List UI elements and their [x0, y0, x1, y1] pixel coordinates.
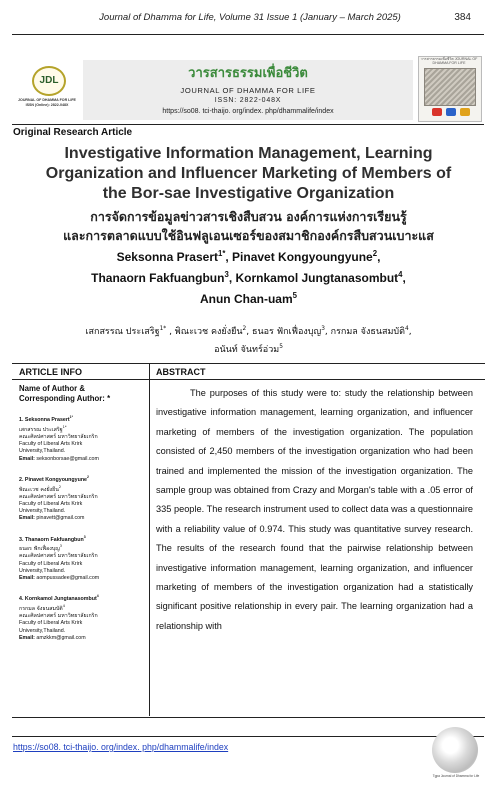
author-email[interactable]: seksonborsae@gmail.com — [36, 455, 99, 462]
jdl-logo: JDL — [32, 66, 66, 96]
corresponding-author-heading: Name of Author & Corresponding Author: * — [19, 384, 111, 403]
author-list-en: Seksonna Prasert$^{1*}$, Pinavet Kongyoungyune$^2$, Thanaorn Fakfuangbun$^3$, Kornkamol Jungtanasombut$^4$, Anun Chan-uam$^5$ — [91, 249, 406, 306]
abstract-heading-rule — [150, 379, 485, 380]
author-name: Pinavet Kongyoungyune — [232, 250, 373, 264]
abstract-heading: ABSTRACT — [156, 367, 206, 377]
index-badge-icon — [446, 108, 456, 116]
author-name: Anun Chan-uam — [199, 292, 293, 306]
author-info-block: 4. Kornkamol Jungtanasombut$^4$ กรกมล จังธนสมบัติ$^4$ คณะศิลปศาสตร์ มหาวิทยาลัยเกริก Faculty of Liberal Arts Krirk University,Thailand. Email: amzkkm@gmail.com — [19, 594, 99, 641]
banner-rule — [12, 124, 484, 125]
header-rule — [12, 34, 484, 35]
journal-url[interactable]: https://so08. tci-thaijo. org/index. php/dhammalife/index — [162, 108, 334, 115]
abstract-text: The purposes of this study were to: study the relationship between investigative information management, learning organization, and influencer marketing of members of the investigation organization. The population consisted of 2,450 members of the investigation organization who had been trained and implemented the mission of the investigation organization. The sample group was obtained from Crazy and Morgan's table with a .05 error of 335 people. The research instrument used to collect data was a questionnaire with a reliability value of 0.974. This study was quantitative survey research. The results of the research found that the pairwise relationship between investigative information management, learning organization, and influencer marketing of members of the investigation organization had a statistically significant positive relationship in every pair. The learning organization had a relationship with — [156, 388, 473, 631]
author-list-th: เสกสรรณ ประเสริฐ$^{1*}$ , พิณะเวช คงยั่งยืน$^2$, ธนอร ฟักเฟื่องบุญ$^3$, กรกมล จังธนสมบัติ$^4$, อนันท์ จันทร์อ่วม$^5$ — [85, 326, 412, 355]
page-number: 384 — [454, 12, 471, 23]
author-name: Thanaorn Fakfuangbun — [91, 271, 225, 285]
footer-journal-link[interactable]: https://so08. tci-thaijo. org/index. php/dhammalife/index — [13, 742, 229, 752]
author-info-block: 1. Seksonna Prasert$^{1*}$ เสกสรรณ ประเสริฐ$^{1*}$ คณะศิลปศาสตร์ มหาวิทยาลัยเกริก Faculty of Liberal Arts Krirk University,Thailand. Email: seksonborsae@gmail.com — [19, 415, 99, 462]
running-head: Journal of Dhamma for Life, Volume 31 Issue 1 (January – March 2025) — [99, 12, 401, 23]
cover-art-image — [424, 68, 476, 106]
jdl-logo-caption: JOURNAL OF DHAMMA FOR LIFE ISSN (Online): 2822-048X — [18, 98, 76, 107]
author-email[interactable]: amzkkm@gmail.com — [36, 634, 86, 641]
journal-seal-icon — [432, 727, 478, 773]
journal-issn: ISSN: 2822-048X — [214, 97, 282, 104]
article-info-heading: ARTICLE INFO — [19, 367, 82, 377]
author-name: Kornkamol Jungtanasombut — [235, 271, 399, 285]
author-email[interactable]: pinavett@gmail.com — [36, 515, 85, 522]
journal-seal-caption: Tgpa Journal of Dhamma for Life — [432, 774, 480, 778]
author-name: Seksonna Prasert — [116, 250, 218, 264]
journal-thai-title: วารสารธรรมเพื่อชีวิต — [188, 66, 308, 81]
article-title-th: การจัดการข้อมูลข่าวสารเชิงสืบสวน องค์การแห่งการเรียนรู้ และการตลาดแบบใช้อินฟลูเอนเซอร์ของสมาชิกองค์กรสืบสวนเบาะแส — [63, 209, 434, 243]
index-badge-icon — [432, 108, 442, 116]
journal-cover-title: วารสารธรรมเพื่อชีวิต JOURNAL OF DHAMMA FOR LIFE — [420, 57, 478, 66]
footer-rule — [12, 736, 484, 737]
column-divider — [149, 363, 150, 716]
journal-name: JOURNAL OF DHAMMA FOR LIFE — [180, 86, 316, 95]
author-info-block: 2. Pinavet Kongyoungyune$^2$ พิณะเวช คงยั่งยืน$^2$ คณะศิลปศาสตร์ มหาวิทยาลัยเกริก Faculty of Liberal Arts Krirk University,Thailand. Email: pinavett@gmail.com — [19, 474, 98, 522]
article-info-heading-rule — [12, 379, 149, 380]
author-email[interactable]: aompussadee@gmail.com — [36, 575, 100, 582]
index-badge-icon — [460, 108, 470, 116]
article-title-en: Investigative Information Management, Learning Organization and Influencer Marketing of Members of the Bor-sae Investigative Organization — [45, 145, 452, 202]
author-info-block: 3. Thanaorn Fakfuangbun$^3$ ธนอร ฟักเฟื่องบุญ$^3$ คณะศิลปศาสตร์ มหาวิทยาลัยเกริก Faculty of Liberal Arts Krirk University,Thailand. Email: aompussadee@gmail.com — [19, 534, 100, 582]
article-type-label: Original Research Article — [13, 127, 133, 138]
article-info-column — [19, 384, 145, 653]
